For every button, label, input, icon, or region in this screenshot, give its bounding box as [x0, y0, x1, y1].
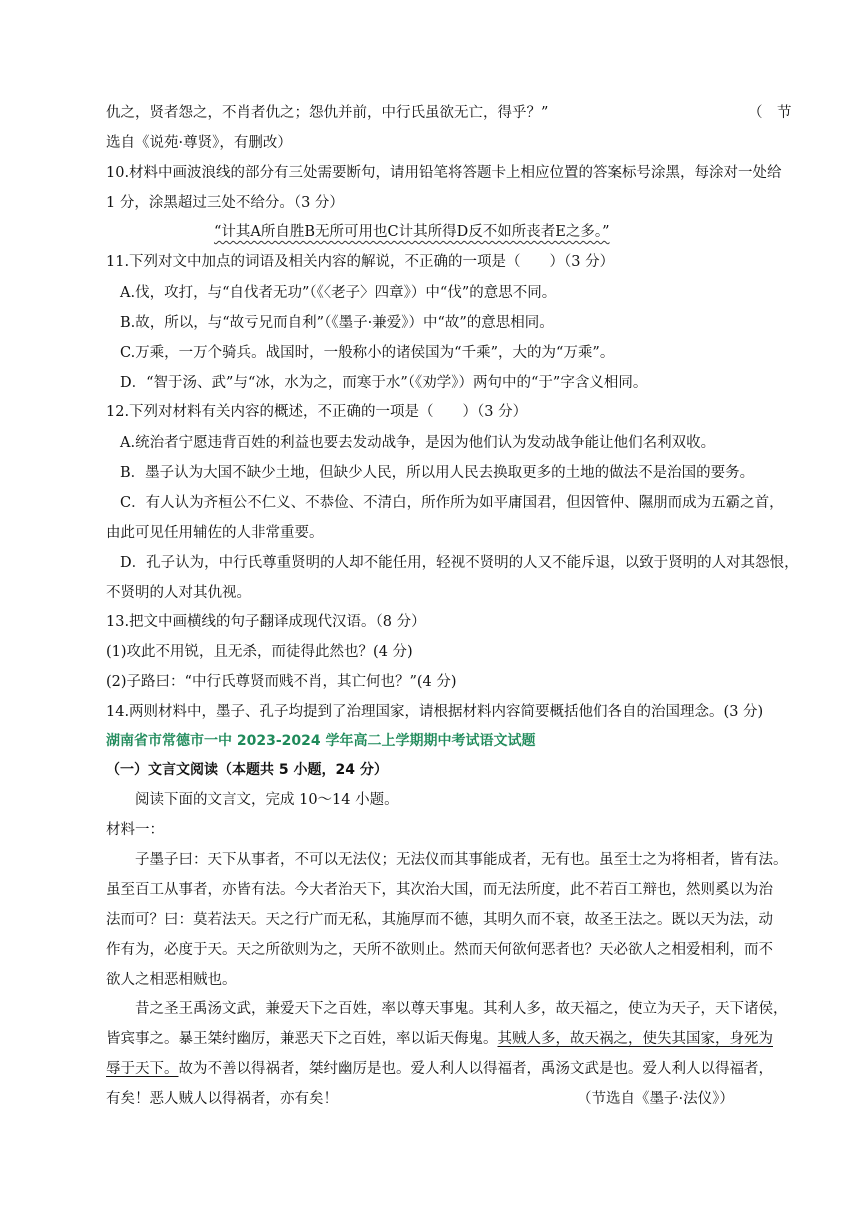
option-b: B．墨子认为大国不缺少土地，但缺少人民，所以用人民去换取更多的土地的做法不是治国的要务。 — [120, 465, 755, 481]
section-title: （一）文言文阅读（本题共 5 小题，24 分） — [106, 762, 388, 778]
passage-line — [106, 1062, 773, 1077]
underlined-sentence: 其贼人多，故天祸之，使失其国家，身死为 — [497, 1031, 773, 1047]
text-line: 不贤明的人对其仇视。 — [106, 585, 251, 601]
sub-question-1: (1)攻此不用锐，且无杀，而徒得此然也？(4 分) — [106, 644, 413, 660]
passage-line: 有矣！恶人贼人以得祸者，亦有矣！ — [106, 1091, 338, 1107]
question-14: 14.两则材料中，墨子、孔子均提到了治理国家，请根据材料内容简要概括他们各自的治国理念。(3 分) — [106, 704, 764, 720]
underlined-sentence: 辱于天下。 — [106, 1061, 179, 1077]
question-11: 11.下列对文中加点的词语及相关内容的解说，不正确的一项是（ ）（3 分） — [106, 254, 615, 270]
passage-line: 法而可？曰：莫若法天。天之行广而无私，其施厚而不德，其明久而不衰，故圣王法之。既以天为法，动 — [106, 912, 773, 928]
text-line: 1 分，涂黑超过三处不给分。（3 分） — [106, 195, 344, 211]
passage-line — [106, 1032, 773, 1047]
plain-text: 皆宾事之。暴王桀纣幽厉，兼恶天下之百姓，率以诟天侮鬼。 — [106, 1031, 498, 1047]
option-d: D．“智于汤、武”与“冰，水为之，而寒于水”（《劝学》）两句中的“于”字含义相同。 — [120, 375, 648, 391]
passage-line: 作有为，必度于天。天之所欲则为之，天所不欲则止。然而天何欲何恶者也？天必欲人之相爱相利，而不 — [106, 942, 773, 958]
passage-line: 虽至百工从事者，亦皆有法。今大者治天下，其次治大国，而无法所度，此不若百工辩也，然则奚以为治 — [106, 882, 773, 898]
instruction: 阅读下面的文言文，完成 10～14 小题。 — [135, 792, 399, 808]
passage-line: 昔之圣王禹汤文武，兼爱天下之百姓，率以尊天事鬼。其利人多，故天福之，使立为天子，天下诸侯， — [135, 1001, 788, 1017]
option-a: A.伐，攻打，与“自伐者无功”（《〈老子〉四章》）中“伐”的意思不同。 — [120, 285, 557, 301]
text-line: （ 节 — [748, 105, 792, 121]
question-12: 12.下列对材料有关内容的概述，不正确的一项是（ ）（3 分） — [106, 404, 528, 420]
text-line: 选自《说苑·尊贤》，有删改） — [106, 135, 292, 151]
option-c: C．有人认为齐桓公不仁义、不恭俭、不清白，所作所为如平庸国君，但因管仲、隰朋而成为五霸之首， — [120, 495, 784, 511]
passage-line: 子墨子曰：天下从事者，不可以无法仪；无法仪而其事能成者，无有也。虽至士之为将相者，皆有法。 — [135, 852, 788, 868]
source-heading: 湖南省市常德市一中 2023-2024 学年高二上学期期中考试语文试题 — [106, 733, 536, 749]
wavy-line-sentence — [214, 225, 610, 240]
plain-text: 故为不善以得祸者，桀纣幽厉是也。爱人利人以得福者，禹汤文武是也。爱人利人以得福者， — [178, 1061, 773, 1077]
source-citation: （节选自《墨子·法仪》） — [577, 1091, 734, 1107]
text-line: 仇之，贤者怨之，不肖者仇之；怨仇并前，中行氏虽欲无亡，得乎？” — [106, 105, 549, 121]
question-13: 13.把文中画横线的句子翻译成现代汉语。（8 分） — [106, 614, 426, 630]
option-d: D．孔子认为，中行氏尊重贤明的人却不能任用，轻视不贤明的人又不能斥退，以致于贤明的人对其怨恨， — [120, 555, 799, 571]
option-c: C.万乘，一万个骑兵。战国时，一般称小的诸侯国为“千乘”，大的为“万乘”。 — [120, 345, 615, 361]
passage-line: 欲人之相恶相贼也。 — [106, 972, 237, 988]
wavy-text: “计其A所自胜B无所可用也C计其所得D反不如所丧者E之多。” — [214, 224, 610, 240]
material-label: 材料一： — [106, 822, 164, 838]
question-10: 10.材料中画波浪线的部分有三处需要断句，请用铅笔将答题卡上相应位置的答案标号涂黑，每涂对一处给 — [106, 165, 782, 181]
option-b: B.故，所以，与“故亏兄而自利”（《墨子·兼爱》）中“故”的意思相同。 — [120, 315, 554, 331]
sub-question-2: (2)子路曰：“中行氏尊贤而贱不肖，其亡何也？”(4 分) — [106, 674, 457, 690]
option-a: A.统治者宁愿违背百姓的利益也要去发动战争，是因为他们认为发动战争能让他们名利双收。 — [120, 435, 716, 451]
text-line: 由此可见任用辅佐的人非常重要。 — [106, 525, 324, 541]
